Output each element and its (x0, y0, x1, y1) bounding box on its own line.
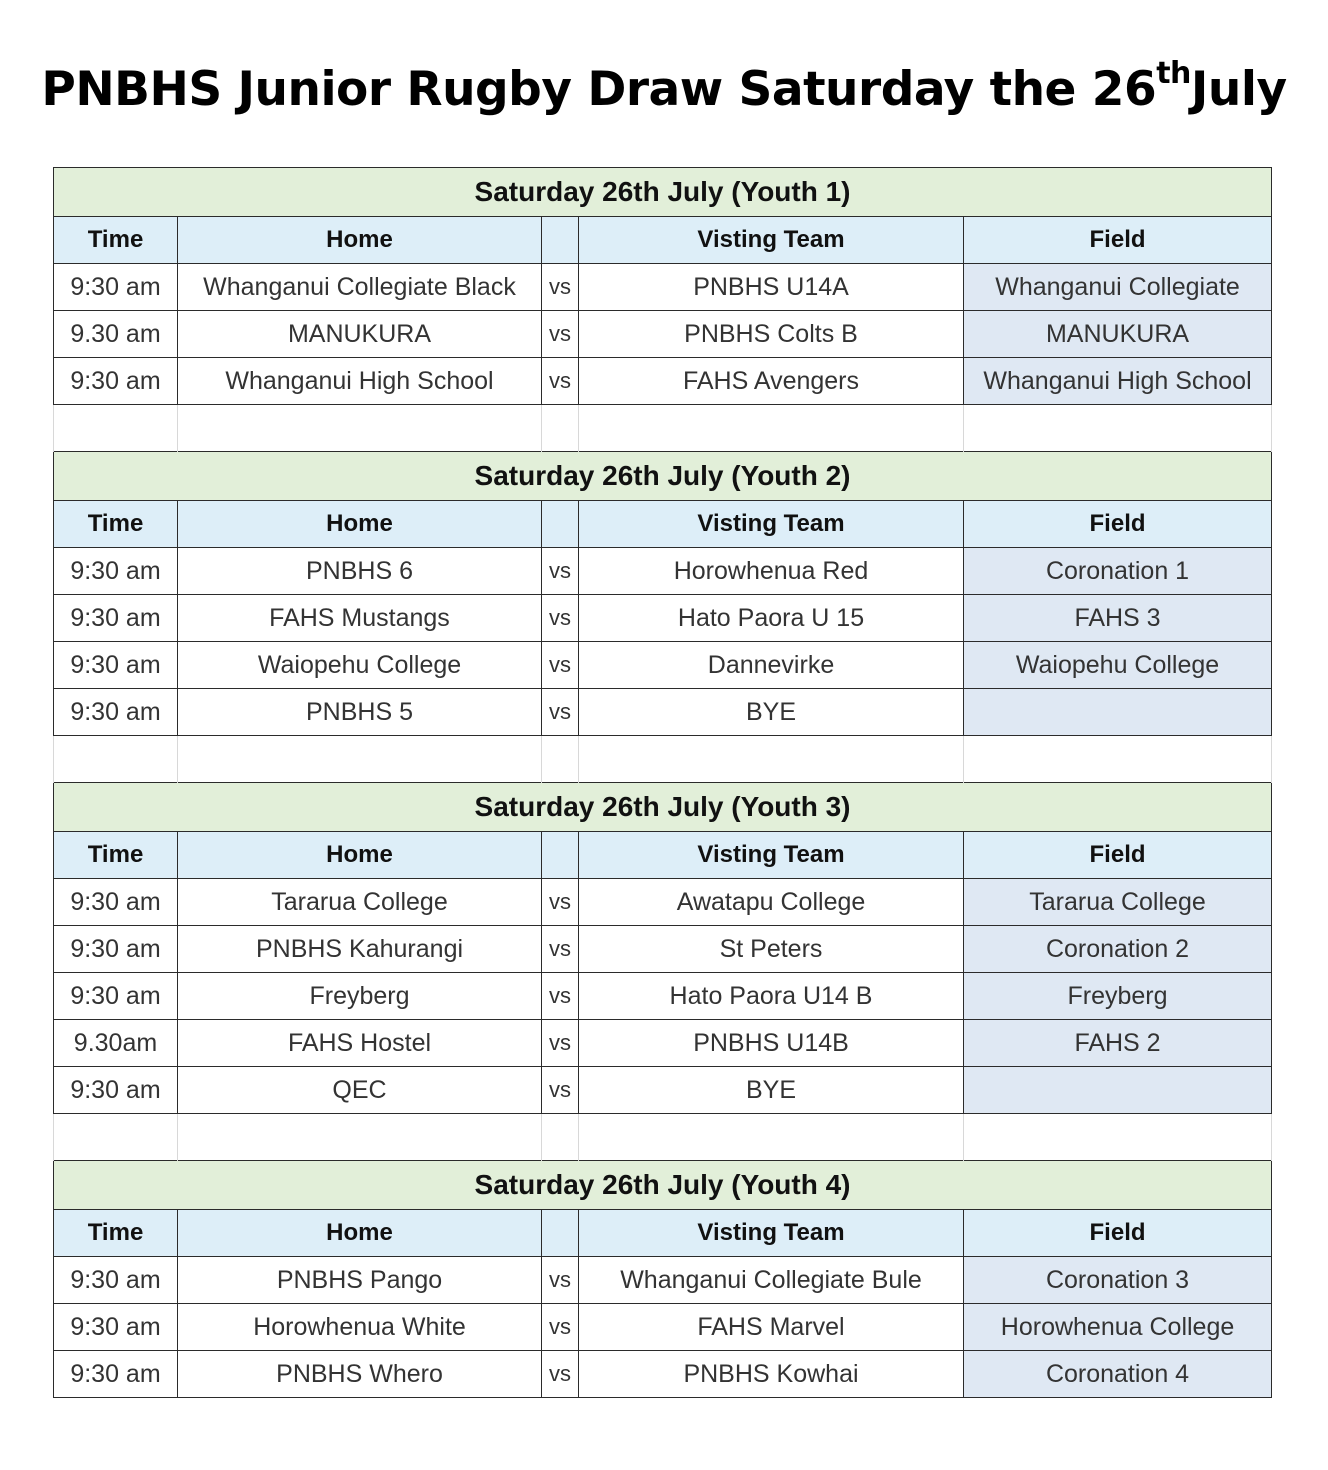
title-ordinal: th (1156, 56, 1191, 91)
match-row (54, 1020, 1272, 1067)
time-header: Time (54, 832, 178, 879)
home-team: FAHS Hostel (178, 1020, 542, 1067)
field-header: Field (964, 832, 1272, 879)
column-header-row (54, 217, 1272, 264)
home-team: QEC (178, 1067, 542, 1114)
section-heading-row (54, 452, 1272, 501)
spacer-row (54, 736, 1272, 783)
column-header-row (54, 501, 1272, 548)
versus-label: vs (542, 973, 579, 1020)
home-header: Home (178, 832, 542, 879)
home-team: Waiopehu College (178, 642, 542, 689)
spacer-row (54, 405, 1272, 452)
match-row (54, 595, 1272, 642)
versus-label: vs (542, 1020, 579, 1067)
home-team: Whanganui High School (178, 358, 542, 405)
vs-header (542, 1210, 579, 1257)
draw-sheet (53, 167, 1271, 1398)
section-heading-row (54, 168, 1272, 217)
match-row (54, 926, 1272, 973)
section-heading: Saturday 26th July (Youth 3) (54, 783, 1272, 832)
visiting-team: PNBHS U14B (579, 1020, 964, 1067)
vs-header (542, 217, 579, 264)
home-header: Home (178, 1210, 542, 1257)
title-month: July (1190, 62, 1287, 117)
column-header-row (54, 832, 1272, 879)
home-header: Home (178, 217, 542, 264)
visiting-team: PNBHS Kowhai (579, 1351, 964, 1398)
visiting-team: Hato Paora U14 B (579, 973, 964, 1020)
home-team: Tararua College (178, 879, 542, 926)
field-location (964, 1067, 1272, 1114)
match-time: 9:30 am (54, 1067, 178, 1114)
field-header: Field (964, 1210, 1272, 1257)
section-heading: Saturday 26th July (Youth 4) (54, 1161, 1272, 1210)
visiting-header: Visting Team (579, 832, 964, 879)
match-row (54, 311, 1272, 358)
versus-label: vs (542, 689, 579, 736)
field-header: Field (964, 501, 1272, 548)
versus-label: vs (542, 1351, 579, 1398)
visiting-team: Whanganui Collegiate Bule (579, 1257, 964, 1304)
field-location: Coronation 3 (964, 1257, 1272, 1304)
visiting-team: BYE (579, 689, 964, 736)
versus-label: vs (542, 879, 579, 926)
home-team: PNBHS Pango (178, 1257, 542, 1304)
match-time: 9:30 am (54, 926, 178, 973)
match-row (54, 1304, 1272, 1351)
home-team: Freyberg (178, 973, 542, 1020)
visiting-team: Awatapu College (579, 879, 964, 926)
versus-label: vs (542, 1067, 579, 1114)
visiting-team: BYE (579, 1067, 964, 1114)
section-heading-row (54, 1161, 1272, 1210)
match-time: 9:30 am (54, 1257, 178, 1304)
match-time: 9:30 am (54, 264, 178, 311)
match-time: 9:30 am (54, 1351, 178, 1398)
match-time: 9:30 am (54, 358, 178, 405)
field-location: MANUKURA (964, 311, 1272, 358)
spacer-row (54, 1114, 1272, 1161)
match-row (54, 689, 1272, 736)
home-header: Home (178, 501, 542, 548)
visiting-team: PNBHS U14A (579, 264, 964, 311)
versus-label: vs (542, 358, 579, 405)
field-location: Tararua College (964, 879, 1272, 926)
versus-label: vs (542, 595, 579, 642)
visiting-team: Hato Paora U 15 (579, 595, 964, 642)
match-time: 9:30 am (54, 1304, 178, 1351)
match-row (54, 358, 1272, 405)
visiting-header: Visting Team (579, 1210, 964, 1257)
field-location (964, 689, 1272, 736)
home-team: Horowhenua White (178, 1304, 542, 1351)
time-header: Time (54, 1210, 178, 1257)
visiting-team: FAHS Marvel (579, 1304, 964, 1351)
match-time: 9:30 am (54, 973, 178, 1020)
field-location: Horowhenua College (964, 1304, 1272, 1351)
title-main: PNBHS Junior Rugby Draw Saturday the 26 (41, 62, 1157, 117)
match-row (54, 264, 1272, 311)
match-time: 9:30 am (54, 548, 178, 595)
match-time: 9:30 am (54, 689, 178, 736)
field-location: Whanganui Collegiate (964, 264, 1272, 311)
home-team: PNBHS 5 (178, 689, 542, 736)
field-location: Whanganui High School (964, 358, 1272, 405)
time-header: Time (54, 217, 178, 264)
versus-label: vs (542, 1304, 579, 1351)
field-location: FAHS 2 (964, 1020, 1272, 1067)
home-team: PNBHS Whero (178, 1351, 542, 1398)
home-team: PNBHS 6 (178, 548, 542, 595)
visiting-team: Dannevirke (579, 642, 964, 689)
section-heading: Saturday 26th July (Youth 2) (54, 452, 1272, 501)
vs-header (542, 832, 579, 879)
visiting-header: Visting Team (579, 501, 964, 548)
versus-label: vs (542, 311, 579, 358)
home-team: FAHS Mustangs (178, 595, 542, 642)
match-time: 9:30 am (54, 879, 178, 926)
home-team: PNBHS Kahurangi (178, 926, 542, 973)
visiting-header: Visting Team (579, 217, 964, 264)
visiting-team: St Peters (579, 926, 964, 973)
column-header-row (54, 1210, 1272, 1257)
visiting-team: FAHS Avengers (579, 358, 964, 405)
match-time: 9:30 am (54, 595, 178, 642)
match-row (54, 1067, 1272, 1114)
match-row (54, 1257, 1272, 1304)
vs-header (542, 501, 579, 548)
versus-label: vs (542, 926, 579, 973)
field-location: FAHS 3 (964, 595, 1272, 642)
visiting-team: PNBHS Colts B (579, 311, 964, 358)
field-header: Field (964, 217, 1272, 264)
match-row (54, 973, 1272, 1020)
versus-label: vs (542, 1257, 579, 1304)
versus-label: vs (542, 642, 579, 689)
field-location: Coronation 1 (964, 548, 1272, 595)
match-row (54, 548, 1272, 595)
match-row (54, 879, 1272, 926)
match-time: 9.30 am (54, 311, 178, 358)
field-location: Waiopehu College (964, 642, 1272, 689)
field-location: Freyberg (964, 973, 1272, 1020)
field-location: Coronation 2 (964, 926, 1272, 973)
match-row (54, 642, 1272, 689)
section-heading: Saturday 26th July (Youth 1) (54, 168, 1272, 217)
home-team: MANUKURA (178, 311, 542, 358)
page-title (0, 56, 1328, 117)
home-team: Whanganui Collegiate Black (178, 264, 542, 311)
field-location: Coronation 4 (964, 1351, 1272, 1398)
match-row (54, 1351, 1272, 1398)
draw-table (53, 167, 1272, 1398)
time-header: Time (54, 501, 178, 548)
visiting-team: Horowhenua Red (579, 548, 964, 595)
section-heading-row (54, 783, 1272, 832)
match-time: 9.30am (54, 1020, 178, 1067)
versus-label: vs (542, 264, 579, 311)
versus-label: vs (542, 548, 579, 595)
match-time: 9:30 am (54, 642, 178, 689)
